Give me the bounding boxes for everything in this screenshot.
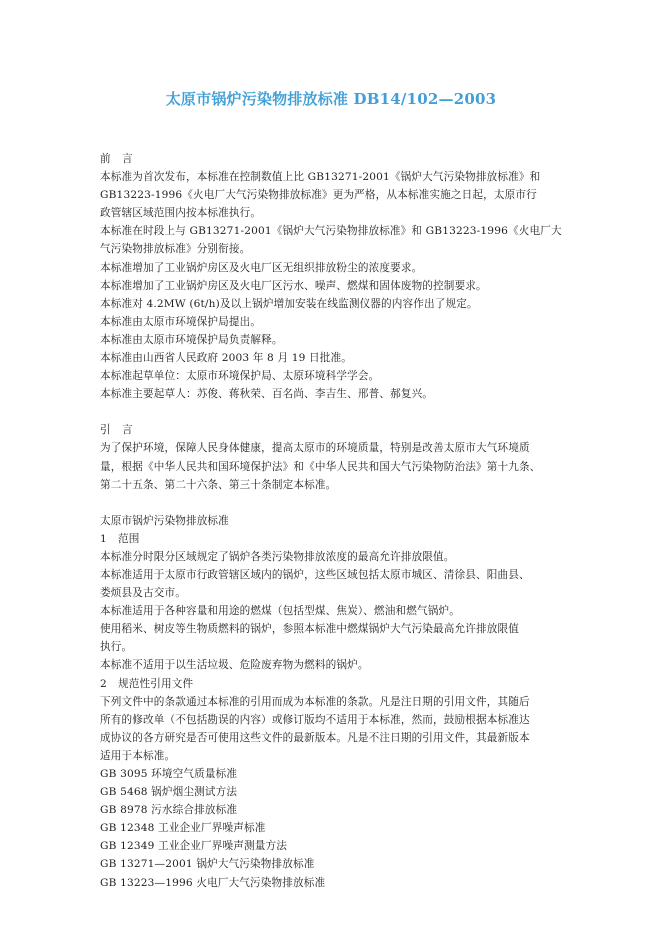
foreword-heading: 前 言: [100, 153, 137, 165]
scope-section: [100, 548, 566, 675]
foreword-line: 本标准由山西省人民政府 2003 年 8 月 19 日批准。: [100, 352, 352, 365]
references-line: 所有的修改单（不包括勘误的内容）或修订版均不适用于本标准，然而，鼓励根据本标准达: [100, 713, 530, 726]
foreword-line: 本标准对 4.2MW (6t/h)及以上锅炉增加安装在线监测仪器的内容作出了规定。: [100, 297, 478, 310]
scope-line: 本标准适用于太原市行政管辖区域内的锅炉，这些区域包括太原市城区、清徐县、阳曲县、: [100, 568, 530, 581]
foreword-line: 本标准增加了工业锅炉房区及火电厂区无组织排放粉尘的浓度要求。: [100, 261, 423, 274]
foreword-line: 本标准在时段上与 GB13271-2001《锅炉大气污染物排放标准》和 GB13223-1996《火电厂大: [100, 225, 562, 238]
scope-line: 娄烦县及古交市。: [100, 587, 186, 600]
introduction-section: [100, 439, 566, 493]
referenced-document: GB 3095 环境空气质量标准: [100, 768, 238, 780]
referenced-document: GB 13223—1996 火电厂大气污染物排放标准: [100, 876, 326, 889]
foreword-line: 本标准为首次发布，本标准在控制数值上比 GB13271-2001《锅炉大气污染物排放标准》和: [100, 171, 541, 184]
references-line: 适用于本标准。: [100, 749, 176, 762]
scope-line: 本标准不适用于以生活垃圾、危险废弃物为燃料的锅炉。: [100, 659, 369, 672]
scope-heading: [100, 530, 566, 548]
scope-line: 本标准适用于各种容量和用途的燃煤（包括型煤、焦炭）、燃油和燃气锅炉。: [100, 605, 460, 618]
foreword-line: 本标准由太原市环境保护局提出。: [100, 315, 262, 328]
introduction-line: 为了保护环境，保障人民身体健康，提高太原市的环境质量，特别是改善太原市大气环境质: [100, 442, 530, 455]
references-number: 2: [100, 677, 107, 690]
scope-line: 执行。: [100, 641, 133, 654]
document-body: [100, 150, 566, 892]
referenced-document: GB 5468 锅炉烟尘测试方法: [100, 786, 238, 799]
spacer: [100, 403, 566, 421]
foreword-line: 本标准起草单位：太原市环境保护局、太原环境科学学会。: [100, 370, 380, 383]
references-line: 成协议的各方研究是否可使用这些文件的最新版本。凡是不注日期的引用文件，其最新版本: [100, 731, 530, 744]
scope-title: 范围: [118, 532, 140, 545]
referenced-documents-list: [100, 765, 566, 892]
standard-heading: 太原市锅炉污染物排放标准: [100, 514, 229, 527]
references-heading: [100, 675, 566, 693]
scope-line: 本标准分时限分区域规定了锅炉各类污染物排放浓度的最高允许排放限值。: [100, 550, 455, 563]
referenced-document: GB 12349 工业企业厂界噪声测量方法: [100, 840, 287, 853]
scope-number: 1: [100, 532, 107, 545]
introduction-line: 第二十五条、第二十六条、第三十条制定本标准。: [100, 478, 337, 491]
references-title: 规范性引用文件: [118, 677, 194, 690]
foreword-line: 气污染物排放标准》分别衔接。: [100, 243, 251, 256]
page-title: 太原市锅炉污染物排放标准 DB14/102—2003: [165, 90, 497, 108]
referenced-document: GB 12348 工业企业厂界噪声标准: [100, 822, 266, 835]
introduction-line: 量，根据《中华人民共和国环境保护法》和《中华人民共和国大气污染物防治法》第十九条、: [100, 460, 541, 473]
references-section: [100, 693, 566, 765]
foreword-line: 本标准增加了工业锅炉房区及火电厂区污水、噪声、燃煤和固体废物的控制要求。: [100, 279, 487, 292]
foreword-section: [100, 168, 566, 403]
referenced-document: GB 13271—2001 锅炉大气污染物排放标准: [100, 858, 315, 871]
foreword-line: GB13223-1996《火电厂大气污染物排放标准》更为严格，从本标准实施之日起，太原市行: [100, 189, 537, 202]
referenced-document: GB 8978 污水综合排放标准: [100, 804, 238, 817]
introduction-heading: 引 言: [100, 424, 137, 437]
foreword-line: 政管辖区域范围内按本标准执行。: [100, 207, 262, 220]
references-line: 下列文件中的条款通过本标准的引用而成为本标准的条款。凡是注日期的引用文件，其随后: [100, 695, 530, 708]
scope-line: 使用稻米、树皮等生物质燃料的锅炉，参照本标准中燃煤锅炉大气污染最高允许排放限值: [100, 623, 520, 636]
foreword-line: 本标准主要起草人：苏俊、蒋秋荣、百名尚、李吉生、邢普、郝复兴。: [100, 388, 434, 401]
spacer: [100, 494, 566, 512]
foreword-line: 本标准由太原市环境保护局负责解释。: [100, 333, 283, 346]
